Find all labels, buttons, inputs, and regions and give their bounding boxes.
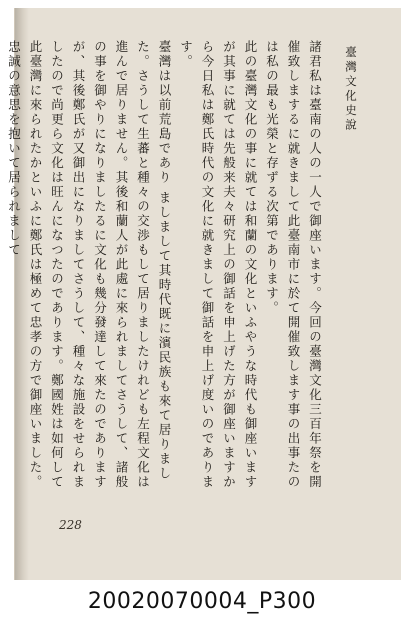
vertical-text-block bbox=[6, 40, 361, 502]
chapter-title: 臺灣文化史說 bbox=[344, 46, 358, 133]
page-number: 228 bbox=[59, 518, 82, 532]
image-caption: 20020070004_P300 bbox=[87, 589, 317, 614]
paragraph-1: 諸君私は臺南の人の一人で御座います。今回の臺灣文化三百年祭を開催致しまするに就きまして此臺南市に於て開催致します事の出事たのは私の最も光榮と存ずる次第であります。 bbox=[264, 40, 323, 490]
paragraph-3: 臺灣は以前荒島であり ましまして其時代既に濱民族も來て居りました。さうして生蕃と種々の交渉もして居りましたけれども左程文化は進んで居りません。其後和蘭人が此處に來られましてさうして、諸般の事を御やりになりましたるに文化も幾分發達して來たのでありますが、其後鄭氏が又御出になりましてさうして、種々な施設をせられましたので尚更ら文化は旺んになつたのであります。鄭國姓は如何して此臺灣に來られたかといふに鄭氏は極めて忠孝の方で御座いました。忠誠の意思を抱いて居られまして bbox=[6, 40, 172, 490]
book-page bbox=[6, 8, 401, 580]
paragraph-2: 此の臺灣文化の事に就ては和蘭の文化といふやうな時代も御座いますが其事に就ては先般来夫々研究上の御話を申上げた方が御座いますから今日私は鄭氏時代の文化に就きまして御話を申上げ度いのであります。 bbox=[178, 40, 258, 490]
title-spacer bbox=[326, 40, 340, 502]
